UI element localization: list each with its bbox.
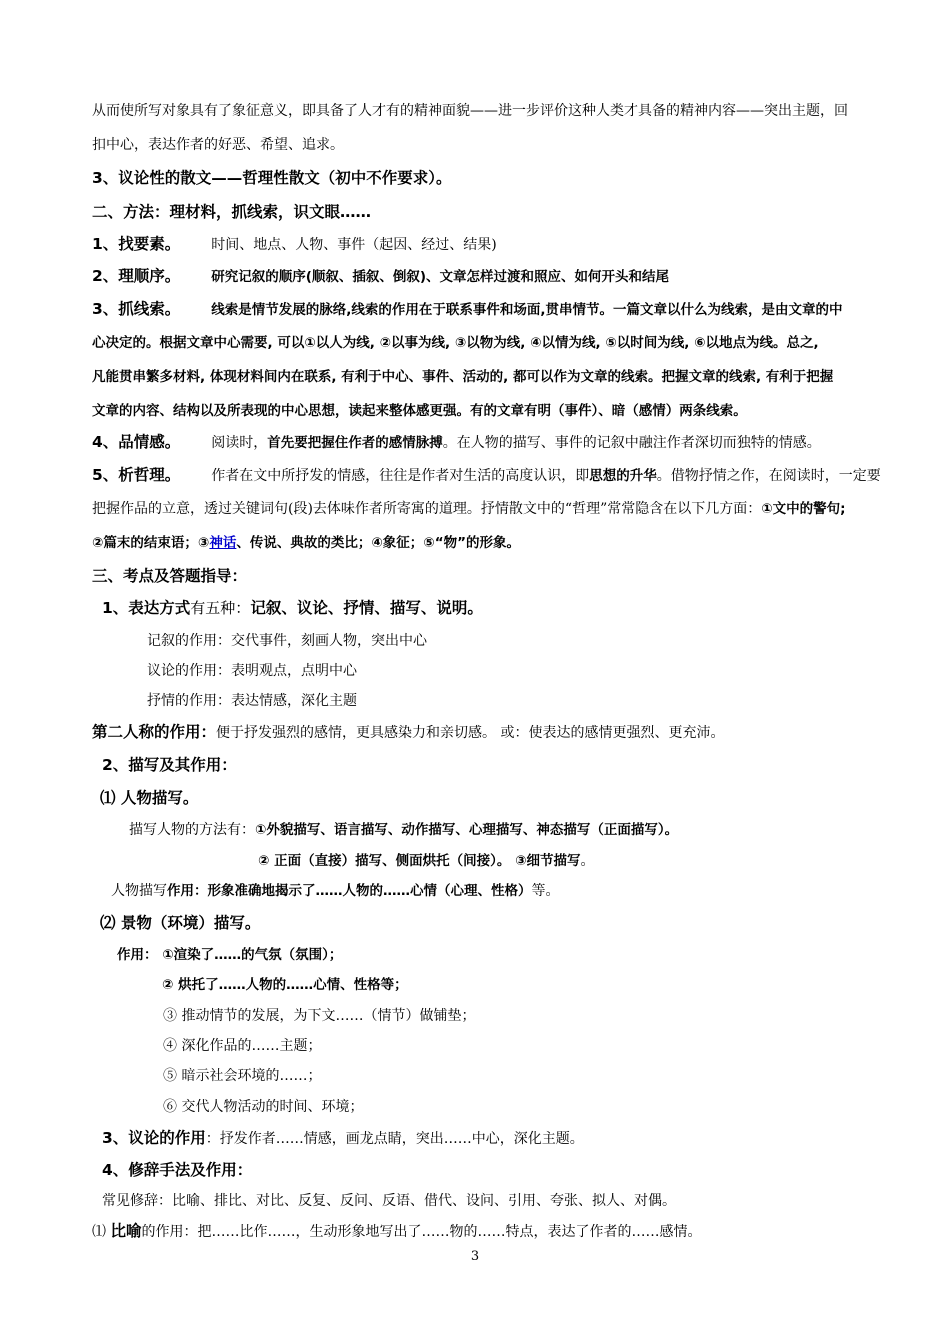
subsection-heading	[102, 598, 483, 618]
section-heading	[92, 168, 452, 188]
item-heading: 比喻	[110, 1222, 142, 1240]
subsection-heading	[100, 788, 198, 808]
text: 有五种：	[190, 599, 251, 617]
subsection-heading	[102, 1160, 252, 1180]
list-item	[147, 631, 427, 651]
section-heading	[92, 202, 371, 222]
text: 把握作品的立意，透过关键词句(段)去体味作者所寄寓的道理。抒情散文中的“哲理”常常隐含在以下几方面：	[92, 501, 762, 517]
text: 。	[580, 853, 595, 869]
page-number: 3	[470, 1249, 480, 1264]
list-item	[163, 1006, 475, 1026]
text: ⑤ 暗示社会环境的……；	[163, 1068, 322, 1084]
item-text: 时间、地点、人物、事件（起因、经过、结果)	[211, 237, 497, 253]
text: ⑵ 景物（环境）描写。	[100, 914, 261, 932]
text: ⑴	[92, 1224, 111, 1240]
text: 便于抒发强烈的感情，更具感染力和亲切感。 或：使表达的感情更强烈、更充沛。	[216, 725, 725, 741]
emphasis-text: ①文中的警句;	[761, 501, 846, 517]
item-heading: 4、品情感。	[92, 433, 181, 451]
text: 4、修辞手法及作用：	[102, 1161, 253, 1179]
text: 3、议论性的散文——哲理性散文（初中不作要求）。	[92, 169, 452, 187]
method-item-5	[92, 465, 881, 486]
text: 描写人物的方法有：	[129, 822, 255, 838]
paragraph-line	[92, 401, 747, 421]
text: 从而使所写对象具有了象征意义，即具备了人才有的精神面貌——进一步评价这种人类才具备的精神内容——突出主题，回	[92, 103, 848, 119]
item-text: 。在人物的描写、事件的记叙中融注作者深切而独特的情感。	[442, 435, 821, 451]
section-heading	[92, 566, 247, 586]
list-item	[147, 691, 357, 711]
text: 扣中心，表达作者的好恶、希望、追求。	[92, 137, 344, 153]
method-item-4	[92, 432, 821, 453]
text: ② 烘托了……人物的……心情、性格等；	[162, 977, 408, 993]
text: 议论的作用：表明观点，点明中心	[147, 663, 357, 679]
emphasis-text: 思想的升华	[589, 468, 657, 484]
item-heading: 2、理顺序。	[92, 267, 181, 285]
myth-link[interactable]: 神话	[209, 535, 237, 551]
item-text: 阅读时，	[211, 435, 268, 451]
text: 抒情的作用：表达情感，深化主题	[147, 693, 357, 709]
list-item	[147, 661, 357, 681]
text: 常见修辞：比喻、排比、对比、反复、反问、反语、借代、设问、引用、夸张、拟人、对偶。	[102, 1193, 676, 1209]
text: ⑥ 交代人物活动的时间、环境；	[163, 1099, 364, 1115]
item-heading: 3、抓线索。	[92, 300, 181, 318]
item-heading: 3、议论的作用	[102, 1129, 206, 1147]
paragraph-line	[92, 333, 819, 353]
paragraph-line	[258, 851, 595, 871]
text: 三、考点及答题指导：	[92, 567, 248, 585]
text: 记叙的作用：交代事件，刻画人物，突出中心	[147, 633, 427, 649]
text: 、传说、典故的类比；④象征；⑤“物”的形象。	[236, 535, 520, 551]
text: ：抒发作者……情感，画龙点睛，突出……中心，深化主题。	[205, 1131, 584, 1147]
emphasis-text: ①外貌描写、语言描写、动作描写、心理描写、神态描写（正面描写）。	[255, 822, 679, 838]
item-heading: 1、找要素。	[92, 235, 181, 253]
paragraph-line	[92, 367, 833, 387]
subsection-heading	[100, 913, 260, 933]
text: 心决定的。根据文章中心需要, 可以①以人为线, ②以事为线, ③以物为线, ④以情为线, ⑤以时间为线, ⑥以地点为线。总之,	[92, 335, 819, 351]
emphasis-text: 首先要把握住作者的感情脉搏	[267, 435, 443, 451]
text: 文章的内容、结构以及所表现的中心思想，读起来整体感更强。有的文章有明（事件）、暗（感情）两条线索。	[92, 403, 747, 419]
item-heading: 5、析哲理。	[92, 466, 181, 484]
list-item	[163, 1036, 321, 1056]
text: 作用： ①渲染了……的气氛（氛围）；	[117, 947, 343, 963]
text: 人物描写	[111, 883, 167, 899]
paragraph-line	[102, 1128, 584, 1149]
text: ④ 深化作品的……主题；	[163, 1038, 322, 1054]
paragraph-line	[92, 101, 848, 121]
paragraph-line	[92, 1221, 701, 1242]
text: 的作用：把……比作……，生动形象地写出了……物的……特点，表达了作者的……感情。	[141, 1224, 702, 1240]
list-item	[163, 1066, 321, 1086]
text: 等。	[531, 883, 560, 899]
emphasis-text: ② 正面（直接）描写、侧面烘托（间接）。 ③细节描写	[258, 853, 581, 869]
item-heading: 第二人称的作用：	[92, 723, 217, 741]
list-item	[162, 975, 408, 995]
method-item-2	[92, 266, 669, 287]
item-text: 作者在文中所抒发的情感，往往是作者对生活的高度认识，即	[211, 468, 590, 484]
text: 2、描写及其作用：	[102, 756, 237, 774]
text: 记叙、议论、抒情、描写、说明。	[250, 599, 483, 617]
paragraph-line	[92, 533, 520, 553]
paragraph-line	[92, 135, 344, 155]
paragraph-line	[111, 881, 560, 901]
method-item-3	[92, 299, 842, 320]
text: 二、方法：理材料，抓线索，识文眼……	[92, 203, 372, 221]
item-text: 研究记叙的顺序(顺叙、插叙、倒叙)、文章怎样过渡和照应、如何开头和结尾	[211, 269, 670, 285]
item-text: 线索是情节发展的脉络,线索的作用在于联系事件和场面,贯串情节。一篇文章以什么为线索，是由文章的中	[211, 302, 843, 318]
method-item-1	[92, 234, 497, 255]
paragraph-line	[92, 499, 846, 519]
text: ⑴ 人物描写。	[100, 789, 199, 807]
text: ②篇末的结束语；③	[92, 535, 210, 551]
text: 1、表达方式	[102, 599, 191, 617]
paragraph-line	[92, 722, 724, 743]
list-item	[163, 1097, 363, 1117]
text: 凡能贯串繁多材料, 体现材料间内在联系, 有利于中心、事件、活动的, 都可以作为文章的线索。把握文章的线索, 有利于把握	[92, 369, 834, 385]
list-item	[117, 945, 342, 965]
subsection-heading	[102, 755, 237, 775]
paragraph-line	[102, 1191, 676, 1211]
text: ③ 推动情节的发展，为下文……（情节）做铺垫；	[163, 1008, 476, 1024]
paragraph-line	[129, 820, 678, 840]
item-text: 。借物抒情之作，在阅读时，一定要	[656, 468, 881, 484]
emphasis-text: 作用：形象准确地揭示了……人物的……心情（心理、性格）	[167, 883, 532, 899]
